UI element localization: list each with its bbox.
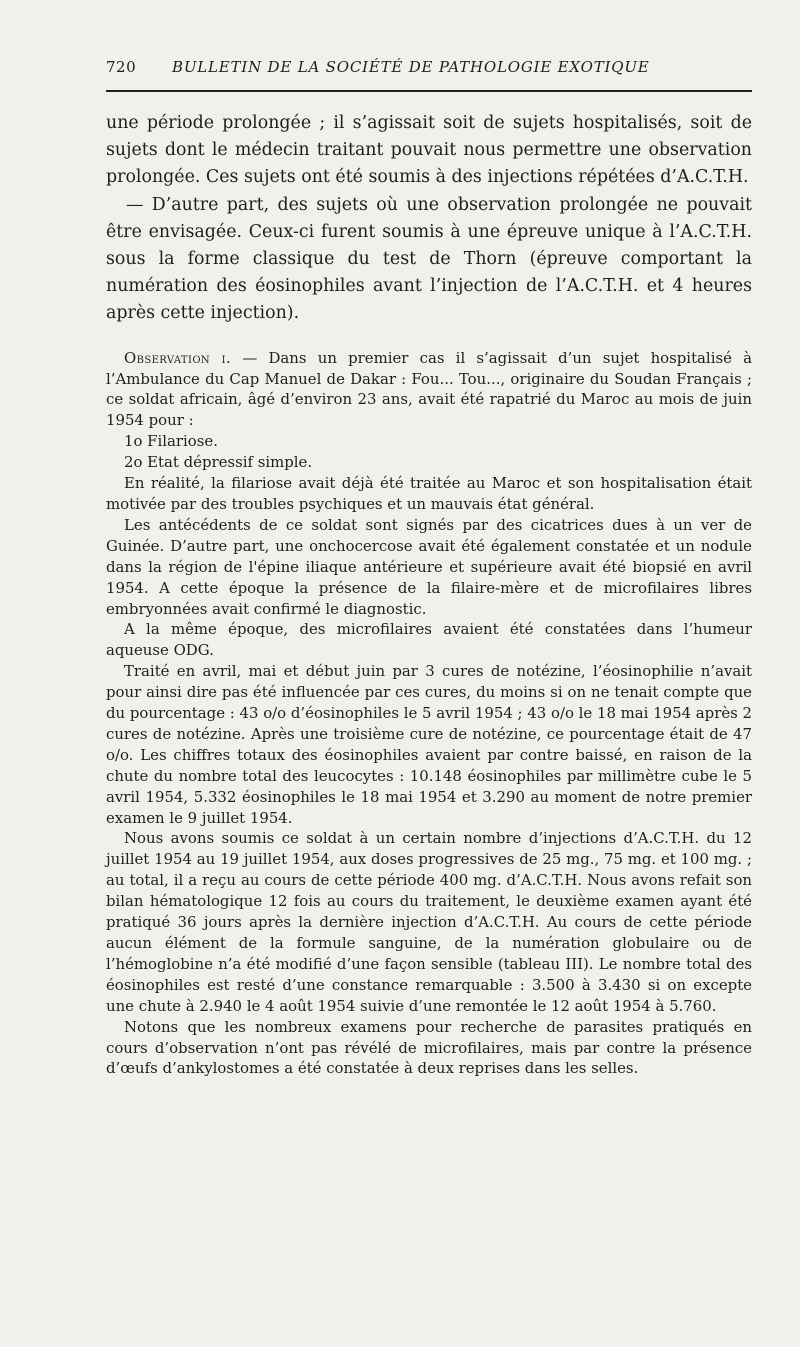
document-page bbox=[106, 58, 752, 1079]
page-header bbox=[106, 58, 752, 82]
intro-paragraph-1: une période prolongée ; il s’agissait soit de sujets hospitalisés, soit de sujets dont le médecin traitant pouvait nous permettre une observation prolongée. Ces sujets ont été soumis à des injections répétées d’A.C.T.H. bbox=[106, 113, 752, 188]
observation-paragraph-5: Traité en avril, mai et début juin par 3 cures de notézine, l’éosinophilie n’avait pour ainsi dire pas été influencée par ces cures, du moins si on ne tenait compte que du pourcentage : 43 o/o d’éosinophiles le 5 avril 1954 ; 43 o/o le 18 mai 1954 après 2 cures de notézine. Après une troisième cure de notézine, ce pourcentage était de 47 o/o. Les chiffres totaux des éosinophiles avaient par contre baissé, en raison de la chute du nombre total des leucocytes : 10.148 éosinophiles par millimètre cube le 5 avril 1954, 5.332 éosinophiles le 18 mai 1954 et 3.290 au moment de notre premier examen le 9 juillet 1954. bbox=[106, 662, 752, 827]
observation-paragraph-4: A la même époque, des microfilaires avaient été constatées dans l’humeur aqueuse ODG. bbox=[106, 620, 752, 660]
observation-paragraph-1-text: — Dans un premier cas il s’agissait d’un sujet hospitalisé à l’Ambulance du Cap Manuel de Dakar : Fou... Tou..., originaire du Soudan Français ; ce soldat africain, âgé d’environ 23 ans, avait été rapatrié du Maroc au mois de juin 1954 pour : bbox=[106, 348, 752, 430]
observation-label: Observation i. bbox=[124, 348, 232, 367]
observation-section bbox=[106, 348, 752, 1080]
observation-item-2: 2o Etat dépressif simple. bbox=[124, 453, 313, 472]
header-rule bbox=[106, 90, 752, 92]
intro-paragraph-2: — D’autre part, des sujets où une observation prolongée ne pouvait être envisagée. Ceux-ci furent soumis à une épreuve unique à l’A.C.T.H. sous la forme classique du test de Thorn (épreuve comportant la numération des éosinophiles avant l’injection de l’A.C.T.H. et 4 heures après cette injection). bbox=[106, 194, 752, 324]
intro-section bbox=[106, 110, 752, 328]
observation-paragraph-3: Les antécédents de ce soldat sont signés par des cicatrices dues à un ver de Guinée. D’autre part, une onchocercose avait été également constatée et un nodule dans la région de l'épine iliaque antérieure et supérieure avait été biopsié en avril 1954. A cette époque la présence de la filaire-mère et de microfilaires libres embryonnées avait confirmé le diagnostic. bbox=[106, 515, 752, 618]
observation-item-1: 1o Filariose. bbox=[124, 432, 218, 451]
running-title: BULLETIN DE LA SOCIÉTÉ DE PATHOLOGIE EXOTIQUE bbox=[172, 58, 650, 76]
observation-paragraph-2: En réalité, la filariose avait déjà été traitée au Maroc et son hospitalisation était motivée par des troubles psychiques et un mauvais état général. bbox=[106, 474, 752, 513]
observation-paragraph-1 bbox=[106, 348, 752, 432]
observation-paragraph-7: Notons que les nombreux examens pour recherche de parasites pratiqués en cours d’observation n’ont pas révélé de microfilaires, mais par contre la présence d’œufs d’ankylostomes a été constatée à deux reprises dans les selles. bbox=[106, 1017, 752, 1078]
observation-paragraph-6: Nous avons soumis ce soldat à un certain nombre d’injections d’A.C.T.H. du 12 juillet 1954 au 19 juillet 1954, aux doses progressives de 25 mg., 75 mg. et 100 mg. ; au total, il a reçu au cours de cette période 400 mg. d’A.C.T.H. Nous avons refait son bilan hématologique 12 fois au cours du traitement, le deuxième examen ayant été pratiqué 36 jours après la dernière injection d’A.C.T.H. Au cours de cette période aucun élément de la formule sanguine, de la numération globulaire ou de l’hémoglobine n’a été modifié d’une façon sensible (tableau III). Le nombre total des éosinophiles est resté d’une constance remarquable : 3.500 à 3.430 si on excepte une chute à 2.940 le 4 août 1954 suivie d’une remontée le 12 août 1954 à 5.760. bbox=[106, 829, 752, 1015]
page-number: 720 bbox=[106, 58, 137, 76]
